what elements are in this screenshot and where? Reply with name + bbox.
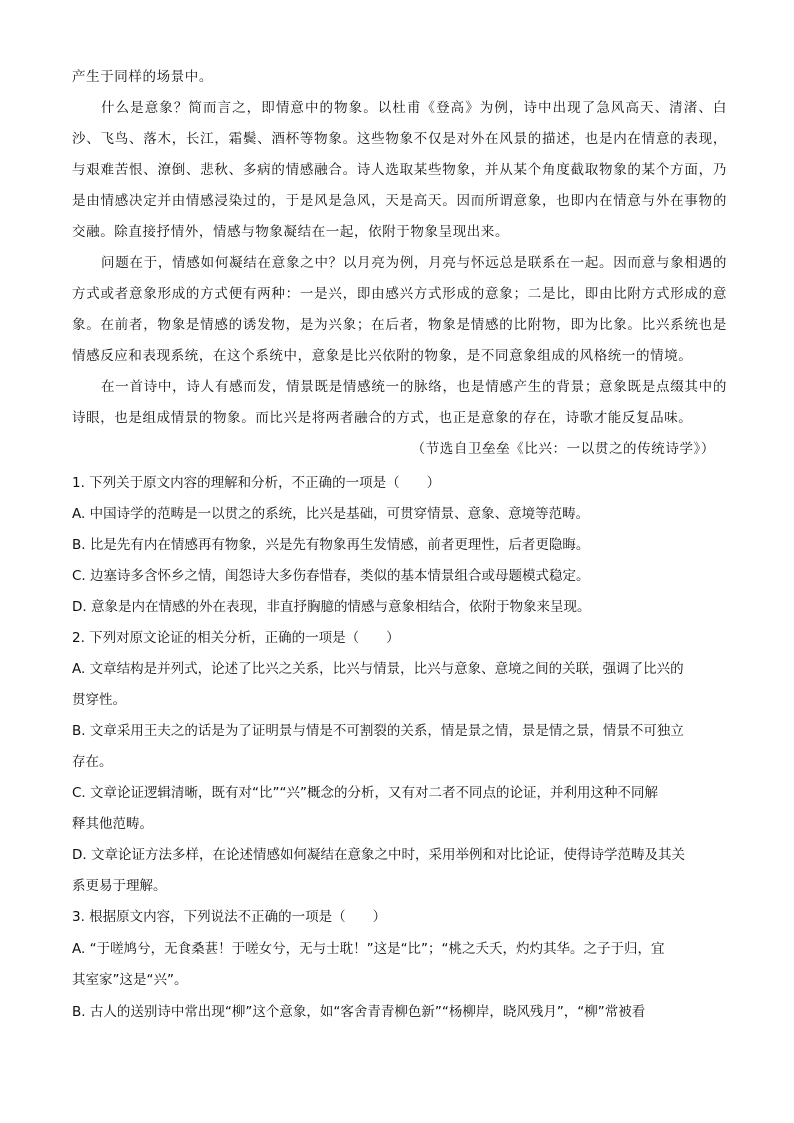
answer-option: B. 古人的送别诗中常出现“柳”这个意象，如“客舍青青柳色新”“杨柳岸，晓风残月”，“柳”常被看 <box>72 1004 646 1020</box>
answer-option-continuation: 存在。 <box>72 754 113 770</box>
answer-option-continuation: 其室家”这是“兴”。 <box>72 972 188 988</box>
passage-paragraph: 问题在于，情感如何凝结在意象之中？以月亮为例，月亮与怀远总是联系在一起。因而意与象相遇的方式或者意象形成的方式便有两种：一是兴，即由感兴方式形成的意象；二是比，即由比附方式形成的意象。在前者，物象是情感的诱发物，是为兴象；在后者，物象是情感的比附物，即为比象。比兴系统也是情感反应和表现系统，在这个系统中，意象是比兴依附的物象，是不同意象组成的风格统一的情境。 <box>72 255 727 364</box>
answer-option: C. 文章论证逻辑清晰，既有对“比”“兴”概念的分析，又有对二者不同点的论证，并利用这种不同解 <box>72 785 658 801</box>
answer-option: A. “于嗟鸠兮，无食桑葚！于嗟女兮，无与士耽！”这是“比”；“桃之夭夭，灼灼其华。之子于归，宜 <box>72 941 665 957</box>
answer-option: D. 意象是内在情感的外在表现，非直抒胸臆的情感与意象相结合，依附于物象来呈现。 <box>72 599 591 615</box>
answer-option-continuation: 贯穿性。 <box>72 692 126 708</box>
question-stem: 1. 下列关于原文内容的理解和分析，不正确的一项是（ ） <box>72 475 441 491</box>
question-stem: 2. 下列对原文论证的相关分析，正确的一项是（ ） <box>72 630 400 646</box>
passage-source: （节选自卫垒垒《比兴：一以贯之的传统诗学》） <box>411 441 715 457</box>
answer-option: D. 文章论证方法多样，在论述情感如何凝结在意象之中时，采用举例和对比论证，使得诗学范畴及其关 <box>72 847 685 863</box>
passage-paragraph: 在一首诗中，诗人有感而发，情景既是情感统一的脉络，也是情感产生的背景；意象既是点缀其中的诗眼，也是组成情景的物象。而比兴是将两者融合的方式，也正是意象的存在，诗歌才能反复品味。 <box>72 379 727 426</box>
answer-option-continuation: 系更易于理解。 <box>72 878 167 894</box>
answer-option-continuation: 释其他范畴。 <box>72 816 153 832</box>
answer-option: C. 边塞诗多含怀乡之情，闺怨诗大多伤春惜春，类似的基本情景组合或母题模式稳定。 <box>72 568 590 584</box>
answer-option: A. 文章结构是并列式，论述了比兴之关系，比兴与情景，比兴与意象、意境之间的关联，强调了比兴的 <box>72 661 684 677</box>
answer-option: A. 中国诗学的范畴是一以贯之的系统，比兴是基础，可贯穿情景、意象、意境等范畴。 <box>72 506 590 522</box>
question-stem: 3. 根据原文内容，下列说法不正确的一项是（ ） <box>72 909 387 925</box>
answer-option: B. 比是先有内在情感再有物象，兴是先有物象再生发情感，前者更理性，后者更隐晦。 <box>72 537 590 553</box>
passage-paragraph: 产生于同样的场景中。 <box>72 69 213 85</box>
answer-option: B. 文章采用王夫之的话是为了证明景与情是不可割裂的关系，情是景之情，景是情之景，情景不可独立 <box>72 723 684 739</box>
passage-paragraph: 什么是意象？简而言之，即情意中的物象。以杜甫《登高》为例，诗中出现了急风高天、清渚、白沙、飞鸟、落木，长江，霜鬓、酒杯等物象。这些物象不仅是对外在风景的描述，也是内在情意的表现，与艰难苦恨、潦倒、悲秋、多病的情感融合。诗人选取某些物象，并从某个角度截取物象的某个方面，乃是由情感决定并由情感浸染过的，于是风是急风，天是高天。因而所谓意象，也即内在情意与外在事物的交融。除直接抒情外，情感与物象凝结在一起，依附于物象呈现出来。 <box>72 100 727 240</box>
